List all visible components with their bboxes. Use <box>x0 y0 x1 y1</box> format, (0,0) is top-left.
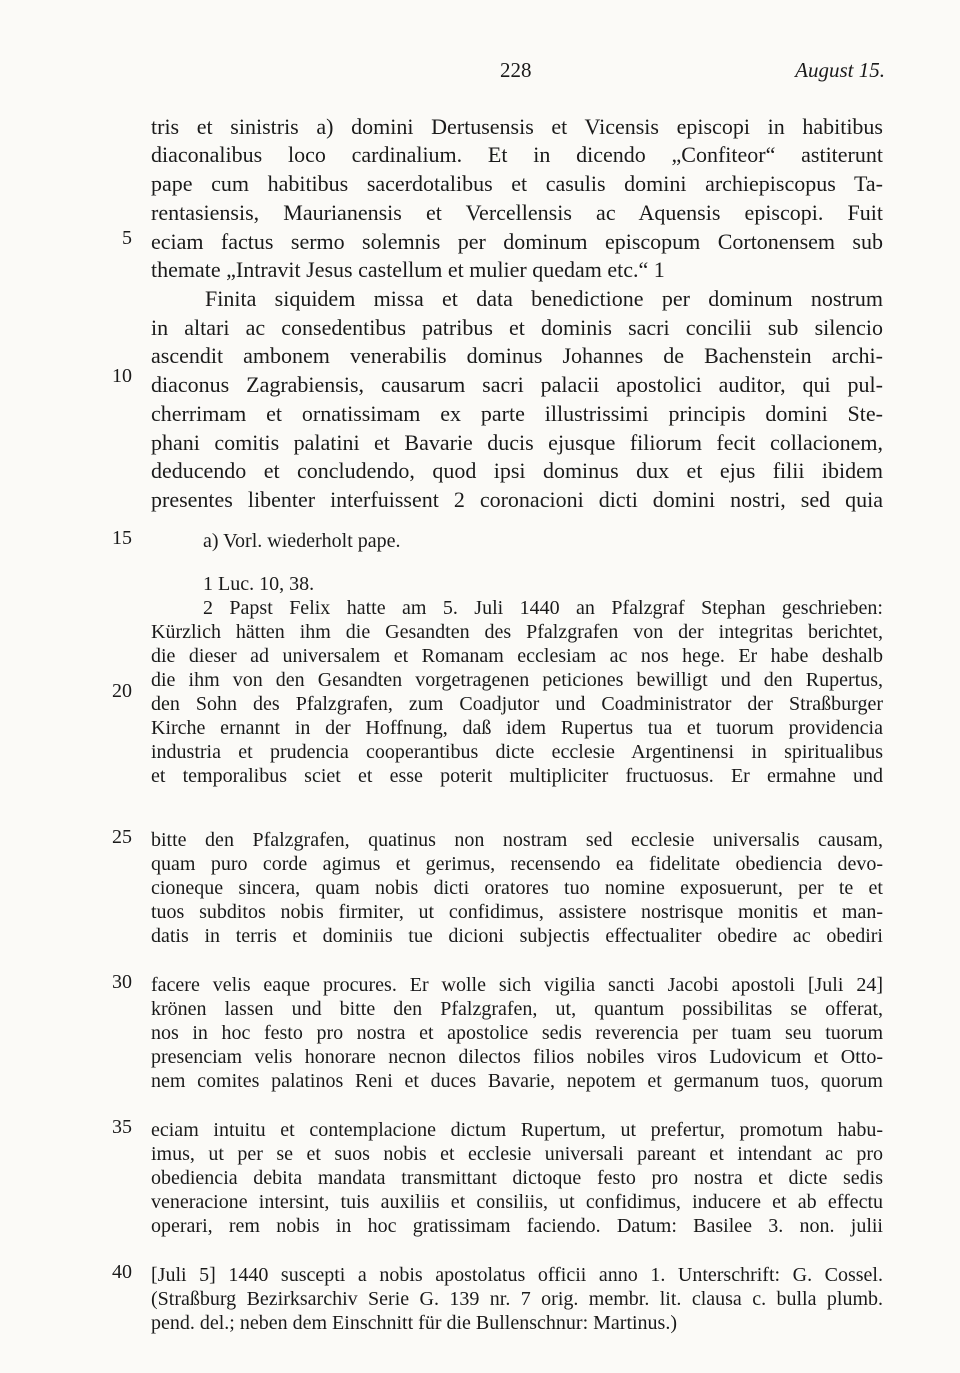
line-number: 25 <box>112 826 132 848</box>
text-line: Finita siquidem missa et data benedictione per dominum nostrum <box>205 286 883 311</box>
footnote-line: industria et prudencia cooperantibus dicte ecclesie Argentinensi in spiritualibus <box>151 741 883 763</box>
text-line: tris et sinistris a) domini Dertusensis et Vicensis episcopi in habitibus <box>151 114 883 139</box>
footnote-1: 1 Luc. 10, 38. <box>203 573 315 595</box>
footnote-line: eciam intuitu et contemplacione dictum Rupertum, ut prefertur, promotum habu- <box>151 1119 883 1141</box>
line-number: 40 <box>112 1261 132 1283</box>
footnote-line: (Straßburg Bezirksarchiv Serie G. 139 nr. 7 orig. membr. lit. clausa c. bulla plumb. <box>151 1288 883 1310</box>
page-number: 228 <box>500 58 532 82</box>
line-number: 30 <box>112 971 132 993</box>
line-number: 35 <box>112 1116 132 1138</box>
text-line: in altari ac consedentibus patribus et dominis sacri concilii sub silencio <box>151 315 883 340</box>
footnote-line: et temporalibus sciet et esse poterit multipliciter fructuosus. Er ermahne und <box>151 765 883 787</box>
text-line: diaconalibus loco cardinalium. Et in dicendo „Confiteor“ astiterunt <box>151 142 883 167</box>
footnote-line: obediencia debita mandata transmittant dictoque festo pro nostra et dicte sedis <box>151 1167 883 1189</box>
text-line: eciam factus sermo solemnis per dominum episcopum Cortonensem sub <box>151 229 883 254</box>
page-header <box>150 58 885 88</box>
footnote-line: den Sohn des Pfalzgrafen, zum Coadjutor und Coadministrator der Straßburger <box>151 693 883 715</box>
footnote-line: die ihm von den Gesandten vorgetragenen peticiones bewilligt und den Rupertus, <box>151 669 883 691</box>
footnote-2: 2 Papst Felix hatte am 5. Juli 1440 an Pfalzgraf Stephan geschrieben: <box>203 597 883 619</box>
footnote-line: die dieser ad universalem et Romanam ecclesiam ac nos hege. Er habe deshalb <box>151 645 883 667</box>
footnote-line: operari, rem nobis in hoc gratissimam faciendo. Datum: Basilee 3. non. julii <box>151 1215 883 1237</box>
footnote-line: nem comites palatinos Reni et duces Bavarie, nepotem et germanum tuos, quorum <box>151 1070 883 1092</box>
footnote-line: tuos subditos nobis firmiter, ut confidimus, assistere nostrisque monitis et man- <box>151 901 883 923</box>
running-head: August 15. <box>795 58 885 82</box>
line-number: 20 <box>112 680 132 702</box>
footnote-line: facere velis eaque procures. Er wolle sich vigilia sancti Jacobi apostoli [Juli 24] <box>151 974 883 996</box>
line-number: 5 <box>122 227 132 249</box>
text-line: cherrimam et ornatissimam ex parte illustrissimi principis domini Ste- <box>151 401 883 426</box>
text-line: themate „Intravit Jesus castellum et mulier quedam etc.“ 1 <box>151 257 665 282</box>
text-line: diaconus Zagrabiensis, causarum sacri palacii apostolici auditor, qui pul- <box>151 372 883 397</box>
text-line: ascendit ambonem venerabilis dominus Johannes de Bachenstein archi- <box>151 343 883 368</box>
line-number: 10 <box>112 365 132 387</box>
text-line: pape cum habitibus sacerdotalibus et casulis domini archiepiscopus Ta- <box>151 171 883 196</box>
footnote-line: datis in terris et dominiis tue dicioni subjectis effectualiter obedire ac obediri <box>151 925 883 947</box>
footnote-line: pend. del.; neben dem Einschnitt für die Bullenschnur: Martinus.) <box>151 1312 677 1334</box>
footnote-line: quam puro corde agimus et gerimus, recensendo ea fidelitate obediencia devo- <box>151 853 883 875</box>
text-line: rentasiensis, Maurianensis et Vercellensis ac Aquensis episcopi. Fuit <box>151 200 883 225</box>
footnote-line: Kirche ernannt in der Hoffnung, daß idem Rupertus tua et tuorum providencia <box>151 717 883 739</box>
footnote-line: veneracione intersint, tuis auxiliis et consiliis, ut confidimus, inducere et ab effectu <box>151 1191 883 1213</box>
footnote-line: bitte den Pfalzgrafen, quatinus non nostram sed ecclesie universalis causam, <box>151 829 883 851</box>
footnote-line: krönen lassen und bitte den Pfalzgrafen, ut, quantum possibilitas se offerat, <box>151 998 883 1020</box>
footnote-line: nos in hoc festo pro nostra et apostolice sedis reverencia per tuam seu tuorum <box>151 1022 883 1044</box>
line-number: 15 <box>112 527 132 549</box>
footnote-a: a) Vorl. wiederholt pape. <box>203 530 401 552</box>
text-line: phani comitis palatini et Bavarie ducis ejusque filiorum fecit collacionem, <box>151 430 883 455</box>
footnote-line: imus, ut per se et suos nobis et ecclesie universali pareant et intendant ac pro <box>151 1143 883 1165</box>
footnote-line: [Juli 5] 1440 suscepti a nobis apostolatus officii anno 1. Unterschrift: G. Cossel. <box>151 1264 883 1286</box>
footnote-line: Kürzlich hätten ihm die Gesandten des Pfalzgrafen von der integritas berichtet, <box>151 621 883 643</box>
footnote-line: presenciam velis honorare necnon dilectos filios nobiles viros Ludovicum et Otto- <box>151 1046 883 1068</box>
text-line: deducendo et concludendo, quod ipsi dominus dux et ejus filii ibidem <box>151 458 883 483</box>
text-line: presentes libenter interfuissent 2 coronacioni dicti domini nostri, sed quia <box>151 487 883 512</box>
footnote-line: cioneque sincera, quam nobis dicti oratores tuo nomine exposuerunt, per te et <box>151 877 883 899</box>
